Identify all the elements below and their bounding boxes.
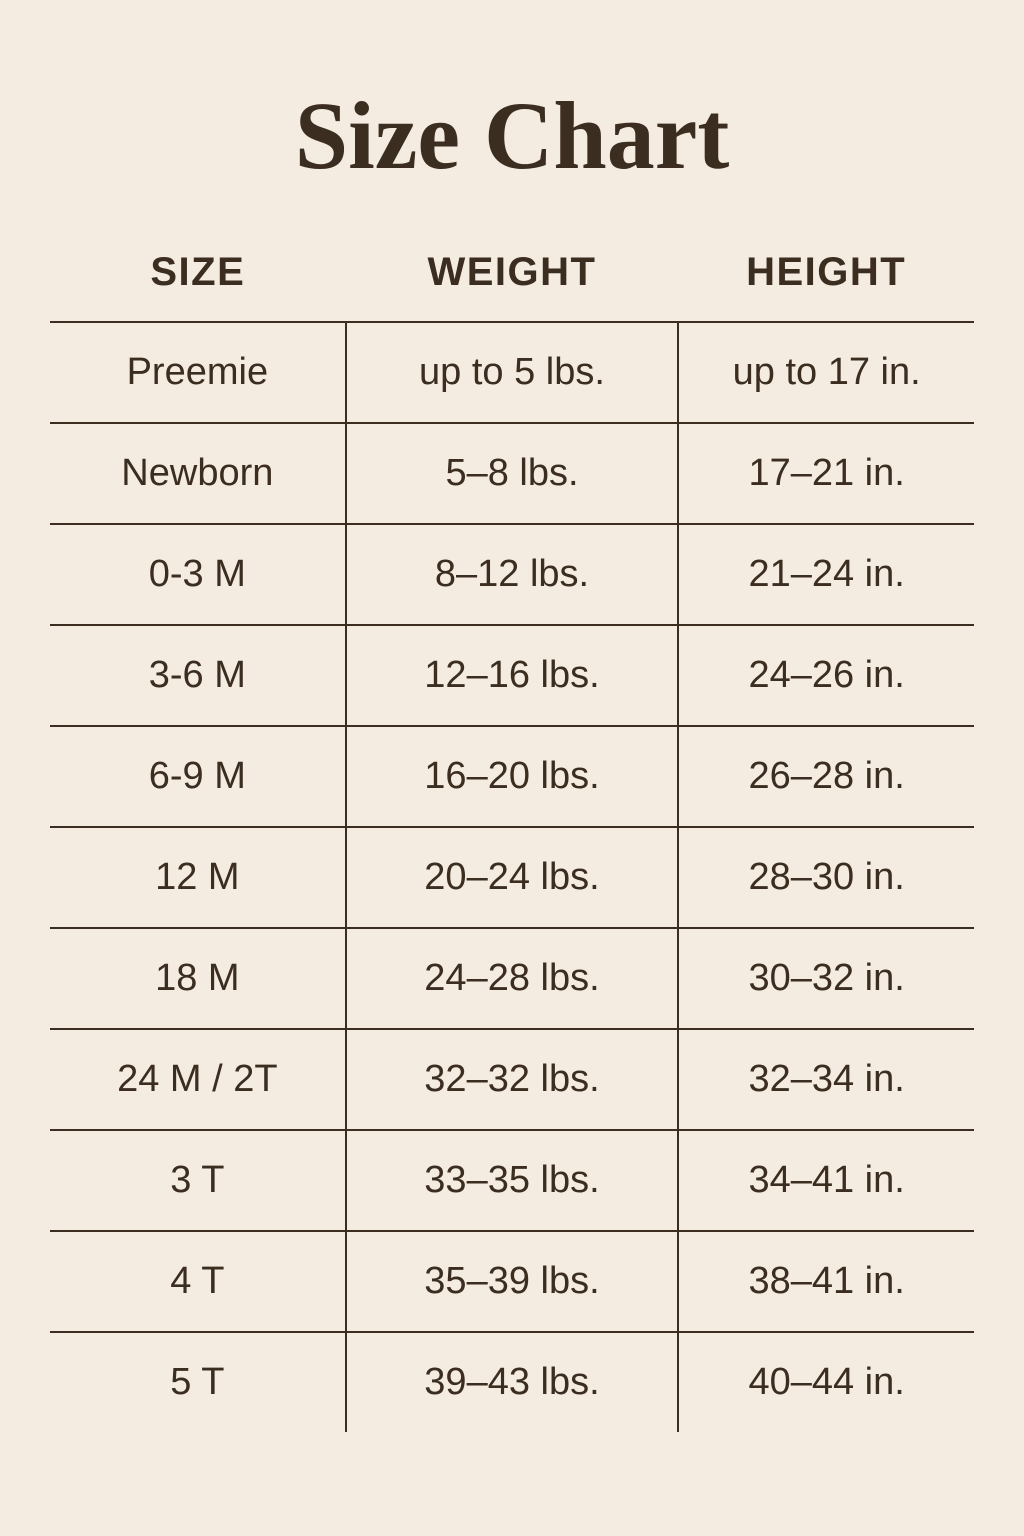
table-row: [50, 423, 974, 524]
table-row: [50, 322, 974, 423]
table-row: [50, 827, 974, 928]
cell-weight: 16–20 lbs.: [346, 726, 679, 827]
cell-size: 0-3 M: [50, 524, 346, 625]
cell-height: 34–41 in.: [678, 1130, 974, 1231]
cell-size: 3-6 M: [50, 625, 346, 726]
table-header: [50, 250, 974, 322]
cell-weight: 8–12 lbs.: [346, 524, 679, 625]
table-row: [50, 1231, 974, 1332]
column-header-weight: WEIGHT: [427, 250, 597, 294]
cell-size: 5 T: [50, 1332, 346, 1432]
cell-weight: 33–35 lbs.: [346, 1130, 679, 1231]
table-header-row: [50, 250, 974, 322]
cell-size: 6-9 M: [50, 726, 346, 827]
cell-height: up to 17 in.: [678, 322, 974, 423]
cell-size: 3 T: [50, 1130, 346, 1231]
cell-height: 38–41 in.: [678, 1231, 974, 1332]
table-row: [50, 726, 974, 827]
cell-weight: 32–32 lbs.: [346, 1029, 679, 1130]
cell-height: 32–34 in.: [678, 1029, 974, 1130]
page-title: Size Chart: [294, 82, 730, 189]
cell-size: 24 M / 2T: [50, 1029, 346, 1130]
cell-height: 40–44 in.: [678, 1332, 974, 1432]
cell-height: 17–21 in.: [678, 423, 974, 524]
column-header-size: SIZE: [150, 250, 246, 294]
cell-weight: 5–8 lbs.: [346, 423, 679, 524]
cell-size: Preemie: [50, 322, 346, 423]
table-row: [50, 1130, 974, 1231]
table-body: [50, 322, 974, 1432]
cell-height: 24–26 in.: [678, 625, 974, 726]
cell-size: 18 M: [50, 928, 346, 1029]
cell-weight: 39–43 lbs.: [346, 1332, 679, 1432]
cell-weight: 35–39 lbs.: [346, 1231, 679, 1332]
cell-weight: 24–28 lbs.: [346, 928, 679, 1029]
cell-size: 4 T: [50, 1231, 346, 1332]
cell-weight: up to 5 lbs.: [346, 322, 679, 423]
table-row: [50, 625, 974, 726]
table-row: [50, 1029, 974, 1130]
table-row: [50, 524, 974, 625]
size-chart-table: [50, 250, 974, 1432]
cell-size: Newborn: [50, 423, 346, 524]
cell-height: 28–30 in.: [678, 827, 974, 928]
cell-size: 12 M: [50, 827, 346, 928]
table-row: [50, 1332, 974, 1432]
cell-weight: 12–16 lbs.: [346, 625, 679, 726]
table-row: [50, 928, 974, 1029]
cell-height: 30–32 in.: [678, 928, 974, 1029]
column-header-height: HEIGHT: [746, 250, 907, 294]
cell-weight: 20–24 lbs.: [346, 827, 679, 928]
cell-height: 26–28 in.: [678, 726, 974, 827]
cell-height: 21–24 in.: [678, 524, 974, 625]
